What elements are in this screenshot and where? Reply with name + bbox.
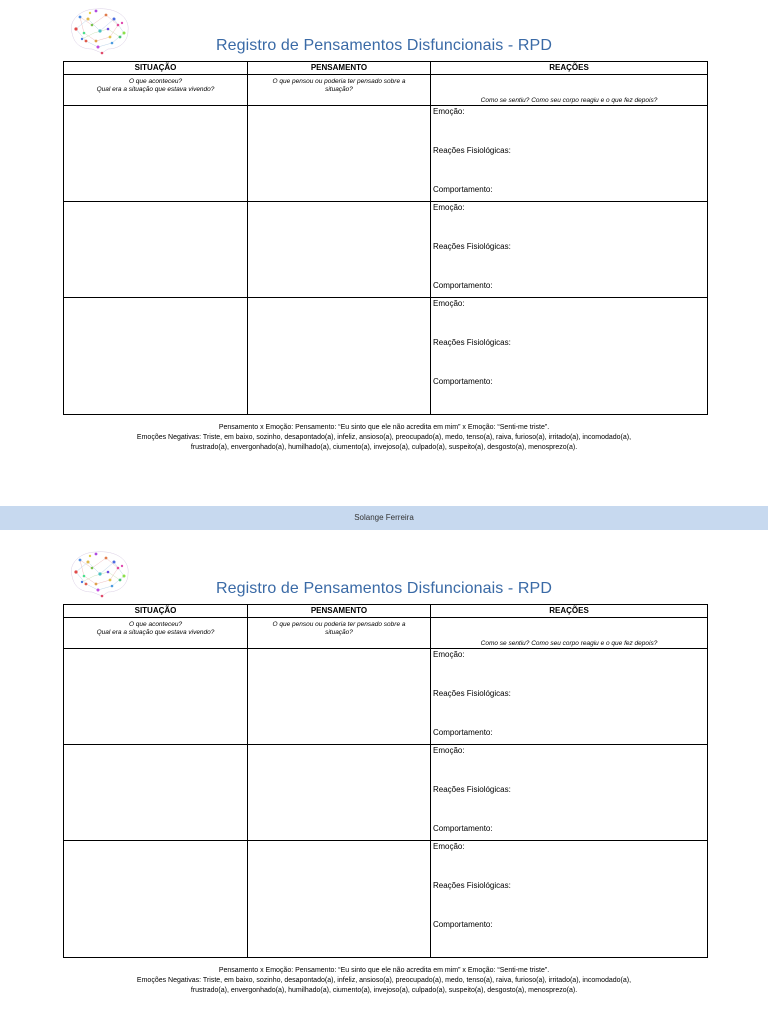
subheader-pensamento: O que pensou ou poderia ter pensado sobre a situação? — [248, 618, 431, 649]
fisiologicas-label: Reações Fisiológicas: — [433, 146, 511, 155]
comportamento-label: Comportamento: — [433, 185, 493, 194]
reacoes-cell[interactable] — [431, 649, 708, 745]
page-title: Registro de Pensamentos Disfuncionais - RPD — [215, 580, 552, 597]
notes-line-1: Pensamento x Emoção: Pensamento: “Eu sinto que ele não acredita em mim” x Emoção: “Senti-me triste”. — [218, 424, 550, 431]
page-title: Registro de Pensamentos Disfuncionais - RPD — [215, 37, 552, 54]
pensamento-cell[interactable] — [248, 202, 431, 298]
reacoes-cell[interactable] — [431, 841, 708, 958]
emocao-label: Emoção: — [433, 842, 465, 851]
pensamento-cell[interactable] — [248, 106, 431, 202]
pensamento-cell[interactable] — [248, 298, 431, 415]
notes-line-1: Pensamento x Emoção: Pensamento: “Eu sinto que ele não acredita em mim” x Emoção: “Senti-me triste”. — [218, 967, 550, 974]
comportamento-label: Comportamento: — [433, 728, 493, 737]
worksheet-page-1 — [0, 0, 768, 480]
situacao-cell[interactable] — [64, 202, 248, 298]
reacoes-cell[interactable] — [431, 106, 708, 202]
footer-bar: Solange Ferreira — [0, 506, 768, 530]
header-pensamento: PENSAMENTO — [248, 605, 431, 618]
fisiologicas-label: Reações Fisiológicas: — [433, 338, 511, 347]
pensamento-cell[interactable] — [248, 745, 431, 841]
notes — [0, 423, 768, 453]
situacao-cell[interactable] — [64, 841, 248, 958]
fisiologicas-label: Reações Fisiológicas: — [433, 785, 511, 794]
emocao-label: Emoção: — [433, 107, 465, 116]
fisiologicas-label: Reações Fisiológicas: — [433, 242, 511, 251]
notes — [0, 966, 768, 996]
header-pensamento: PENSAMENTO — [248, 62, 431, 75]
header-situacao: SITUAÇÃO — [64, 605, 248, 618]
notes-line-2: Emoções Negativas: Triste, em baixo, sozinho, desapontado(a), infeliz, ansioso(a), preocupado(a), medo, tenso(a), raiva, furioso(a), irritado(a), incomodado(a), — [136, 977, 632, 984]
rpd-table — [63, 61, 708, 415]
pensamento-cell[interactable] — [248, 841, 431, 958]
subheader-situacao: O que aconteceu? Qual era a situação que estava vivendo? — [64, 75, 248, 106]
notes-line-2: Emoções Negativas: Triste, em baixo, sozinho, desapontado(a), infeliz, ansioso(a), preocupado(a), medo, tenso(a), raiva, furioso(a), irritado(a), incomodado(a), — [136, 434, 632, 441]
fisiologicas-label: Reações Fisiológicas: — [433, 689, 511, 698]
emocao-label: Emoção: — [433, 650, 465, 659]
situacao-cell[interactable] — [64, 649, 248, 745]
header-reacoes: REAÇÕES — [431, 62, 708, 75]
comportamento-label: Comportamento: — [433, 824, 493, 833]
rpd-table — [63, 604, 708, 958]
reacoes-cell[interactable] — [431, 202, 708, 298]
emocao-label: Emoção: — [433, 203, 465, 212]
fisiologicas-label: Reações Fisiológicas: — [433, 881, 511, 890]
worksheet-page-2 — [0, 543, 768, 1023]
situacao-cell[interactable] — [64, 106, 248, 202]
comportamento-label: Comportamento: — [433, 281, 493, 290]
subheader-reacoes: Como se sentiu? Como seu corpo reagiu e o que fez depois? — [431, 75, 708, 106]
reacoes-cell[interactable] — [431, 745, 708, 841]
notes-line-3: frustrado(a), envergonhado(a), humilhado(a), ciumento(a), invejoso(a), culpado(a), suspeito(a), desgosto(a), menosprezo(a). — [190, 444, 578, 451]
situacao-cell[interactable] — [64, 298, 248, 415]
emocao-label: Emoção: — [433, 746, 465, 755]
emocao-label: Emoção: — [433, 299, 465, 308]
notes-line-3: frustrado(a), envergonhado(a), humilhado(a), ciumento(a), invejoso(a), culpado(a), suspeito(a), desgosto(a), menosprezo(a). — [190, 987, 578, 994]
header-situacao: SITUAÇÃO — [64, 62, 248, 75]
comportamento-label: Comportamento: — [433, 377, 493, 386]
subheader-situacao: O que aconteceu? Qual era a situação que estava vivendo? — [64, 618, 248, 649]
subheader-reacoes: Como se sentiu? Como seu corpo reagiu e o que fez depois? — [431, 618, 708, 649]
header-reacoes: REAÇÕES — [431, 605, 708, 618]
situacao-cell[interactable] — [64, 745, 248, 841]
pensamento-cell[interactable] — [248, 649, 431, 745]
reacoes-cell[interactable] — [431, 298, 708, 415]
subheader-pensamento: O que pensou ou poderia ter pensado sobre a situação? — [248, 75, 431, 106]
comportamento-label: Comportamento: — [433, 920, 493, 929]
